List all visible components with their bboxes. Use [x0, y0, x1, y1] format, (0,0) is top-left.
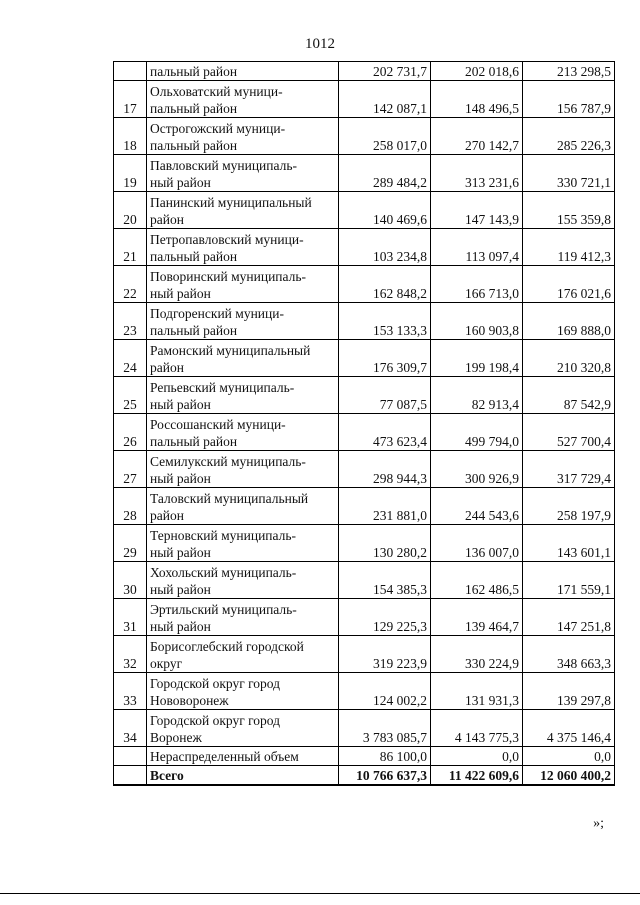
total-amount-year-2: 11 422 609,6: [431, 766, 523, 786]
row-number: 20: [114, 192, 147, 229]
row-number: [114, 62, 147, 81]
amount-year-1: 103 234,8: [339, 229, 431, 266]
municipality-name: Таловский муниципальный район: [147, 488, 339, 525]
municipality-name: Городской округ город Нововоронеж: [147, 673, 339, 710]
amount-year-3: 171 559,1: [523, 562, 615, 599]
row-number: [114, 747, 147, 766]
municipality-name: Острогожский муници- пальный район: [147, 118, 339, 155]
table-row: [114, 747, 615, 766]
amount-year-3: 330 721,1: [523, 155, 615, 192]
page-number: 1012: [305, 36, 335, 52]
municipality-name: Репьевский муниципаль- ный район: [147, 377, 339, 414]
table-row: [114, 562, 615, 599]
amount-year-1: 140 469,6: [339, 192, 431, 229]
amount-year-2: 147 143,9: [431, 192, 523, 229]
amount-year-1: 3 783 085,7: [339, 710, 431, 747]
table-row: [114, 451, 615, 488]
table-row: [114, 673, 615, 710]
amount-year-2: 148 496,5: [431, 81, 523, 118]
amount-year-3: 0,0: [523, 747, 615, 766]
amount-year-3: 176 021,6: [523, 266, 615, 303]
amount-year-3: 87 542,9: [523, 377, 615, 414]
row-number: 24: [114, 340, 147, 377]
amount-year-3: 527 700,4: [523, 414, 615, 451]
amount-year-2: 166 713,0: [431, 266, 523, 303]
amount-year-2: 499 794,0: [431, 414, 523, 451]
municipality-name: Хохольский муниципаль- ный район: [147, 562, 339, 599]
table-row: [114, 525, 615, 562]
row-number: 25: [114, 377, 147, 414]
total-row: [114, 766, 615, 786]
amount-year-1: 473 623,4: [339, 414, 431, 451]
amount-year-2: 0,0: [431, 747, 523, 766]
table-row: [114, 229, 615, 266]
table-row: [114, 192, 615, 229]
amount-year-1: 176 309,7: [339, 340, 431, 377]
amount-year-2: 244 543,6: [431, 488, 523, 525]
municipality-name: Россошанский муници- пальный район: [147, 414, 339, 451]
amount-year-1: 130 280,2: [339, 525, 431, 562]
row-number: 23: [114, 303, 147, 340]
row-number: [114, 766, 147, 786]
row-number: 30: [114, 562, 147, 599]
municipality-name: Эртильский муниципаль- ный район: [147, 599, 339, 636]
amount-year-3: 285 226,3: [523, 118, 615, 155]
amount-year-2: 270 142,7: [431, 118, 523, 155]
row-number: 21: [114, 229, 147, 266]
total-amount-year-1: 10 766 637,3: [339, 766, 431, 786]
amount-year-3: 213 298,5: [523, 62, 615, 81]
table-row: [114, 266, 615, 303]
row-number: 27: [114, 451, 147, 488]
total-amount-year-3: 12 060 400,2: [523, 766, 615, 786]
amount-year-2: 131 931,3: [431, 673, 523, 710]
closing-quote-mark: »;: [593, 816, 604, 831]
row-number: 34: [114, 710, 147, 747]
amount-year-3: 317 729,4: [523, 451, 615, 488]
table-row: [114, 599, 615, 636]
amount-year-2: 313 231,6: [431, 155, 523, 192]
amount-year-3: 210 320,8: [523, 340, 615, 377]
municipality-name: Павловский муниципаль- ный район: [147, 155, 339, 192]
amount-year-3: 4 375 146,4: [523, 710, 615, 747]
amount-year-1: 258 017,0: [339, 118, 431, 155]
amount-year-1: 162 848,2: [339, 266, 431, 303]
municipality-name: Панинский муниципальный район: [147, 192, 339, 229]
municipality-name: Поворинский муниципаль- ный район: [147, 266, 339, 303]
row-number: 28: [114, 488, 147, 525]
amount-year-1: 231 881,0: [339, 488, 431, 525]
table-row: [114, 636, 615, 673]
amount-year-2: 113 097,4: [431, 229, 523, 266]
municipality-name: пальный район: [147, 62, 339, 81]
row-number: 22: [114, 266, 147, 303]
municipality-name: Городской округ город Воронеж: [147, 710, 339, 747]
amount-year-1: 298 944,3: [339, 451, 431, 488]
footer-divider: [0, 893, 640, 894]
row-number: 18: [114, 118, 147, 155]
amount-year-1: 202 731,7: [339, 62, 431, 81]
row-number: 17: [114, 81, 147, 118]
amount-year-3: 139 297,8: [523, 673, 615, 710]
table-body: [114, 62, 615, 786]
municipality-name: Терновский муниципаль- ный район: [147, 525, 339, 562]
amount-year-3: 156 787,9: [523, 81, 615, 118]
amount-year-2: 139 464,7: [431, 599, 523, 636]
municipality-name: Семилукский муниципаль- ный район: [147, 451, 339, 488]
table-row: [114, 155, 615, 192]
amount-year-1: 289 484,2: [339, 155, 431, 192]
amount-year-2: 199 198,4: [431, 340, 523, 377]
table-row: [114, 340, 615, 377]
amount-year-2: 82 913,4: [431, 377, 523, 414]
total-label: Всего: [147, 766, 339, 786]
budget-distribution-table: [113, 61, 615, 786]
municipality-name: Рамонский муниципальный район: [147, 340, 339, 377]
amount-year-2: 300 926,9: [431, 451, 523, 488]
table-row: [114, 303, 615, 340]
row-number: 19: [114, 155, 147, 192]
table-row: [114, 118, 615, 155]
amount-year-3: 258 197,9: [523, 488, 615, 525]
amount-year-3: 155 359,8: [523, 192, 615, 229]
table-row: [114, 488, 615, 525]
amount-year-1: 86 100,0: [339, 747, 431, 766]
amount-year-2: 136 007,0: [431, 525, 523, 562]
municipality-name: Нераспределенный объем: [147, 747, 339, 766]
amount-year-1: 124 002,2: [339, 673, 431, 710]
table-row: [114, 62, 615, 81]
municipality-name: Петропавловский муници- пальный район: [147, 229, 339, 266]
row-number: 26: [114, 414, 147, 451]
table-row: [114, 377, 615, 414]
amount-year-1: 154 385,3: [339, 562, 431, 599]
amount-year-2: 162 486,5: [431, 562, 523, 599]
row-number: 29: [114, 525, 147, 562]
amount-year-1: 77 087,5: [339, 377, 431, 414]
municipality-name: Ольховатский муници- пальный район: [147, 81, 339, 118]
amount-year-3: 143 601,1: [523, 525, 615, 562]
amount-year-2: 160 903,8: [431, 303, 523, 340]
amount-year-3: 147 251,8: [523, 599, 615, 636]
amount-year-1: 142 087,1: [339, 81, 431, 118]
amount-year-3: 169 888,0: [523, 303, 615, 340]
amount-year-2: 202 018,6: [431, 62, 523, 81]
amount-year-3: 348 663,3: [523, 636, 615, 673]
table-row: [114, 710, 615, 747]
table-row: [114, 414, 615, 451]
municipality-name: Подгоренский муници- пальный район: [147, 303, 339, 340]
table-row: [114, 81, 615, 118]
row-number: 33: [114, 673, 147, 710]
amount-year-1: 153 133,3: [339, 303, 431, 340]
amount-year-1: 129 225,3: [339, 599, 431, 636]
row-number: 32: [114, 636, 147, 673]
row-number: 31: [114, 599, 147, 636]
amount-year-3: 119 412,3: [523, 229, 615, 266]
amount-year-2: 330 224,9: [431, 636, 523, 673]
municipality-name: Борисоглебский городской округ: [147, 636, 339, 673]
amount-year-1: 319 223,9: [339, 636, 431, 673]
amount-year-2: 4 143 775,3: [431, 710, 523, 747]
